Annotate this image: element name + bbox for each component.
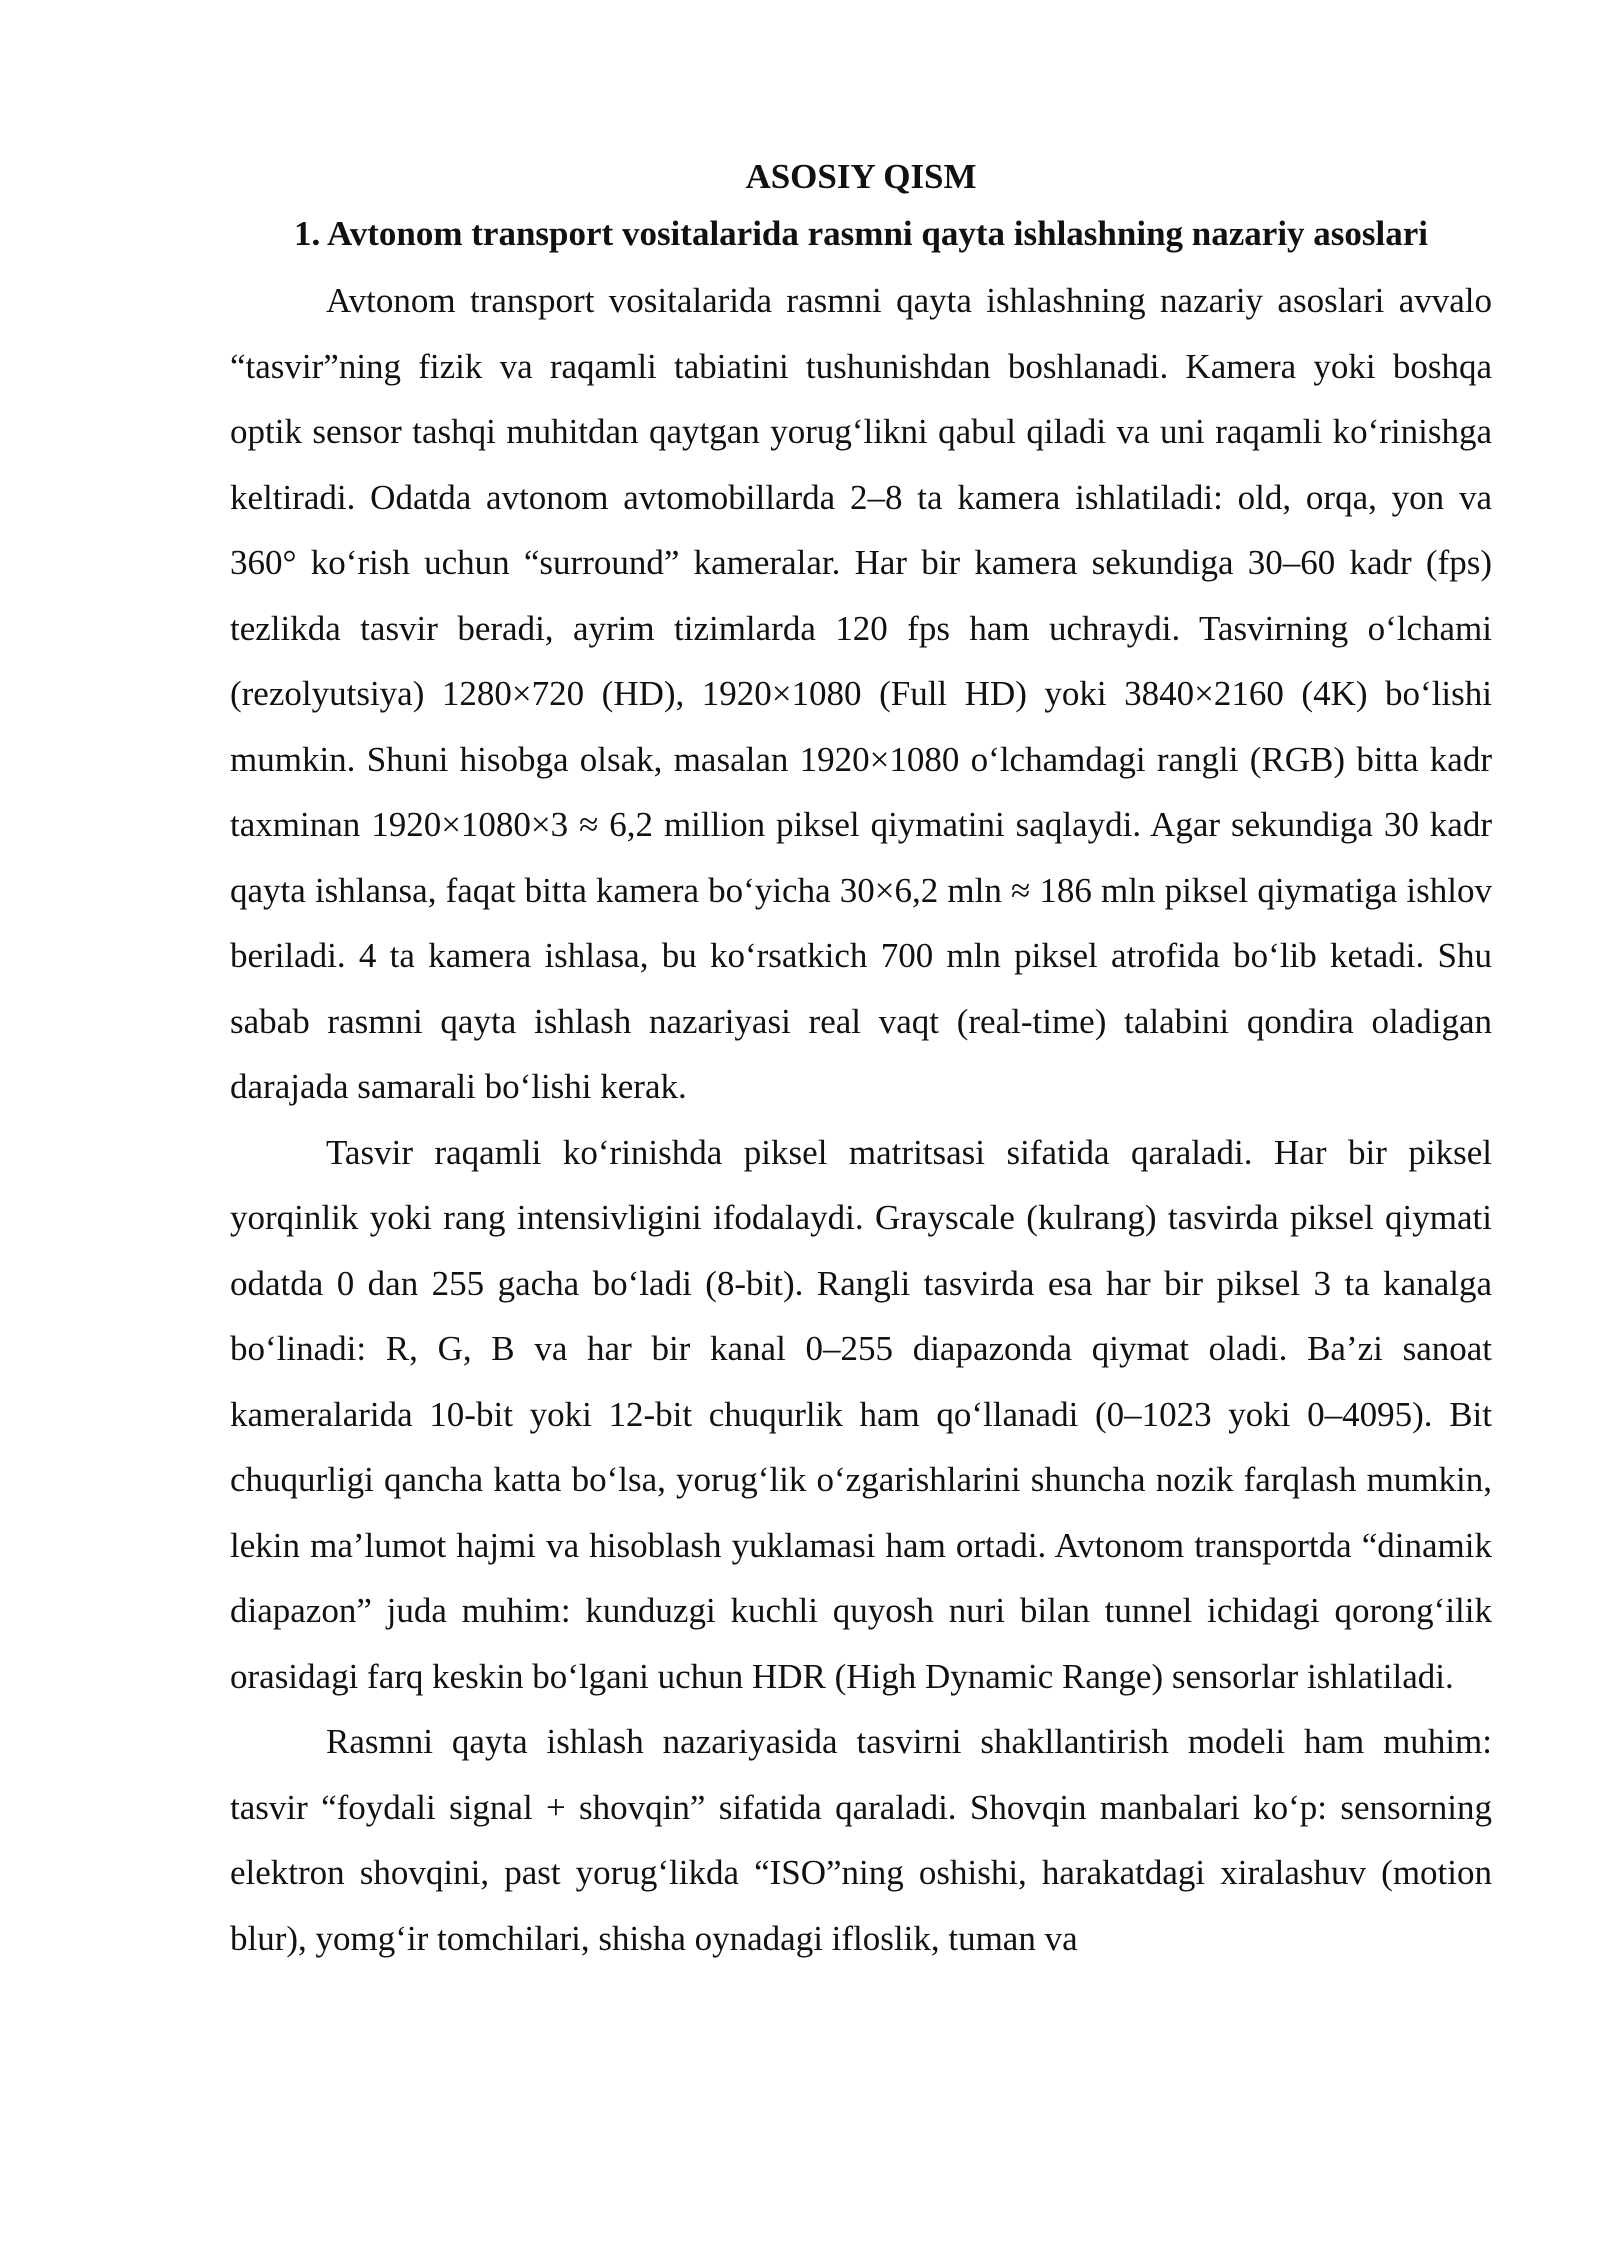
body-paragraph: Tasvir raqamli ko‘rinishda piksel matritsasi sifatida qaraladi. Har bir piksel yorqinlik yoki rang intensivligini ifodalaydi. Grayscale (kulrang) tasvirda piksel qiymati odatda 0 dan 255 gacha bo‘ladi (8-bit). Rangli tasvirda esa har bir piksel 3 ta kanalga bo‘linadi: R, G, B va har bir kanal 0–255 diapazonda qiymat oladi. Ba’zi sanoat kameralarida 10-bit yoki 12-bit chuqurlik ham qo‘llanadi (0–1023 yoki 0–4095). Bit chuqurligi qancha katta bo‘lsa, yorug‘lik o‘zgarishlarini shuncha nozik farqlash mumkin, lekin ma’lumot hajmi va hisoblash yuklamasi ham ortadi. Avtonom transportda “dinamik diapazon” juda muhim: kunduzgi kuchli quyosh nuri bilan tunnel ichidagi qorong‘ilik orasidagi farq keskin bo‘lgani uchun HDR (High Dynamic Range) sensorlar ishlatiladi. (230, 1132, 1492, 1696)
chapter-title: 1. Avtonom transport vositalarida rasmni qayta ishlashning nazariy asoslari (293, 214, 1429, 253)
body-paragraph: Rasmni qayta ishlash nazariyasida tasvirni shakllantirish modeli ham muhim: tasvir “foydali signal + shovqin” sifatida qaraladi. Shovqin manbalari ko‘p: sensorning elektron shovqini, past yorug‘likda “ISO”ning oshishi, harakatdagi xiralashuv (motion blur), yomg‘ir tomchilari, shisha oynadagi ifloslik, tuman va (230, 1722, 1492, 1958)
section-title: ASOSIY QISM (745, 157, 977, 196)
body-paragraph: Avtonom transport vositalarida rasmni qayta ishlashning nazariy asoslari avvalo “tasvir”ning fizik va raqamli tabiatini tushunishdan boshlanadi. Kamera yoki boshqa optik sensor tashqi muhitdan qaytgan yorug‘likni qabul qiladi va uni raqamli ko‘rinishga keltiradi. Odatda avtonom avtomobillarda 2–8 ta kamera ishlatiladi: old, orqa, yon va 360° ko‘rish uchun “surround” kameralar. Har bir kamera sekundiga 30–60 kadr (fps) tezlikda tasvir beradi, ayrim tizimlarda 120 fps ham uchraydi. Tasvirning o‘lchami (rezolyutsiya) 1280×720 (HD), 1920×1080 (Full HD) yoki 3840×2160 (4K) bo‘lishi mumkin. Shuni hisobga olsak, masalan 1920×1080 o‘lchamdagi rangli (RGB) bitta kadr taxminan 1920×1080×3 ≈ 6,2 million piksel qiymatini saqlaydi. Agar sekundiga 30 kadr qayta ishlansa, faqat bitta kamera bo‘yicha 30×6,2 mln ≈ 186 mln piksel qiymatiga ishlov beriladi. 4 ta kamera ishlasa, bu ko‘rsatkich 700 mln piksel atrofida bo‘lib ketadi. Shu sabab rasmni qayta ishlash nazariyasi real vaqt (real-time) talabini qondira oladigan darajada samarali bo‘lishi kerak. (230, 281, 1492, 1106)
document-page (230, 150, 1492, 1971)
